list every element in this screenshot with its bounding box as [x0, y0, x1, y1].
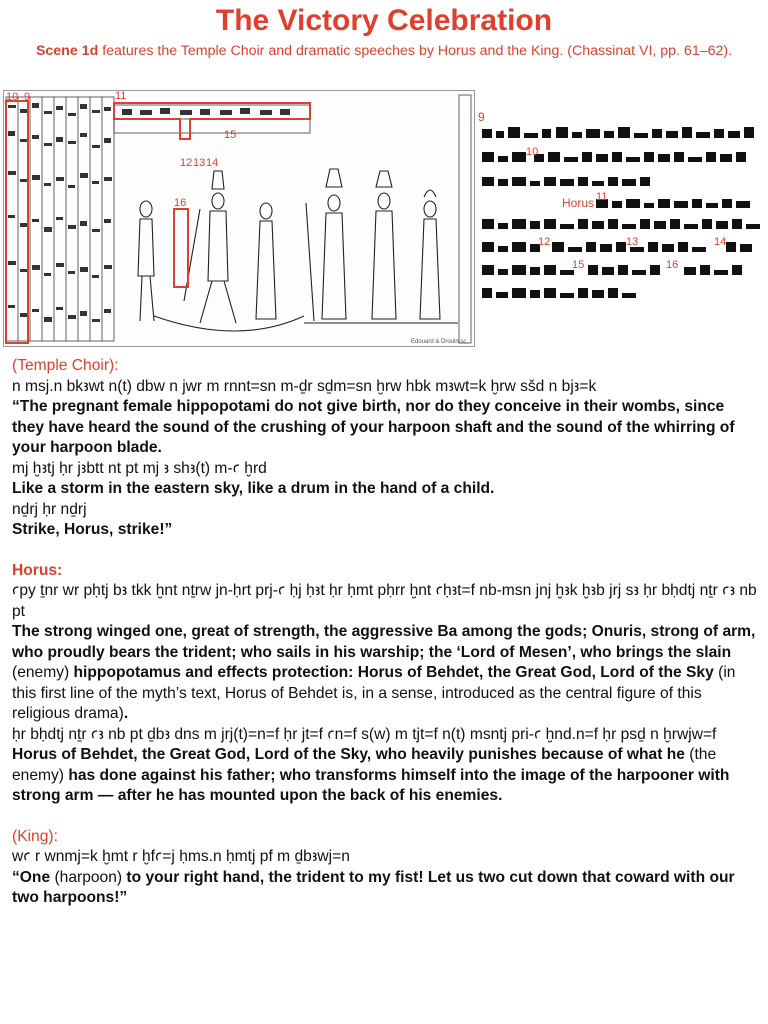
translation-segment: . [123, 705, 129, 722]
relief-label-13: 13 [193, 157, 206, 169]
speaker-king: (King): [12, 827, 58, 845]
scene-label: Scene 1d [35, 43, 99, 59]
transliteration-line: ꜥpy ṯnr wr pḥtj bꜣ tkk ḫnt nṯrw jn-ḥrt prj-ꜥ ḥj ḥꜣt ḥr ḥmt pḥrr ḫnt ꜥḥꜣt=f nb-msn jnj ḫꜣk ḫꜣb jrj sꜣ ḥr bḥdtj nṯr ꜥꜣ nb pt [12, 582, 757, 620]
translation-line: Strike, Horus, strike!” [12, 521, 173, 538]
translation-line [12, 745, 758, 807]
relief-illustration [4, 91, 474, 346]
editorial-note: (harpoon) [54, 868, 123, 886]
line-label-11: 11 [596, 191, 608, 203]
translation-segment: The strong winged one, great of strength, the aggressive Ba among the gods; Onuris, strong of arm, who proudly bears the trident; who sails in his warship; the ‘Lord of Mesen’, who brings the slain [12, 623, 756, 661]
hieroglyph-lines [476, 105, 766, 305]
relief-label-12: 12 [180, 157, 193, 169]
relief-label-14: 14 [206, 157, 219, 169]
subtitle-text: features the Temple Choir and dramatic speeches by Horus and the King. (Chassinat VI, pp. 61–62). [98, 43, 733, 59]
translation-segment: hippopotamus and effects protection: Horus of Behdet, the Great God, Lord of the Sky [69, 664, 719, 681]
line-label-9: 9 [478, 110, 485, 124]
transliteration-line: n msj.n bkꜣwt n(t) dbw n jwr m rnnt=sn m-ḏr sḏm=sn ḫrw hbk mꜣwt=k ḫrw sšd n bjꜣ=k [12, 377, 597, 395]
translation-line: Like a storm in the eastern sky, like a drum in the hand of a child. [12, 480, 495, 497]
translation-segment: to your right hand, the trident to my fist! Let us two cut down that coward with our two harpoons!” [12, 868, 735, 906]
translation-segment: has done against his father; who transforms himself into the image of the harpooner with strong arm — after he has mounted upon the back of his enemies. [12, 766, 730, 804]
page-title: The Victory Celebration [215, 4, 553, 37]
transliteration-line: mj ḫꜣtj ḥr jꜣbtt nt pt mj ꜣ shꜣ(t) m-ꜥ ḫrd [12, 459, 267, 477]
engraver-credit: Edouard & Drouin sc. [410, 339, 468, 345]
transliteration-line: ḥr bḥdtj nṯr ꜥꜣ nb pt ḏbꜣ dns m jrj(t)=n=f ḥr jt=f ꜥn=f s(w) m tjt=f n(t) msntj pri-ꜥ ḫnd.n=f ḥr psḏ n ḫrwjw=f [12, 725, 717, 743]
relief-label-11: 11 [115, 90, 127, 102]
line-label-16: 16 [666, 259, 679, 271]
translation-line [12, 622, 758, 725]
transliteration-line: nḏrj ḥr nḏrj [12, 500, 87, 518]
relief-drawing [3, 90, 475, 347]
editorial-note: (enemy) [12, 664, 70, 681]
speaker-temple-choir: (Temple Choir): [12, 357, 119, 374]
relief-label-10: 10 [6, 91, 19, 103]
translation-segment: Horus of Behdet, the Great God, Lord of the Sky, who heavily punishes because of what he [12, 746, 690, 763]
relief-label-9: 9 [24, 91, 31, 103]
line-label-15: 15 [572, 259, 585, 271]
editorial-note: (the enemy) [12, 746, 717, 784]
line-label-10: 10 [526, 146, 539, 158]
line-label-12: 12 [538, 236, 551, 248]
transliteration-line: wꜥ r wnmj=k ḫmt r ḫfꜥ=j ḥms.n ḥmtj pf m ḏbꜣwj=n [12, 848, 350, 865]
line-label-horus: Horus [562, 196, 595, 210]
line-label-14: 14 [714, 236, 727, 248]
translation-text [12, 356, 758, 909]
relief-label-15: 15 [224, 129, 237, 141]
page-subtitle [8, 42, 760, 61]
speaker-horus: Horus: [12, 561, 63, 579]
translation-line [12, 868, 758, 909]
line-label-13: 13 [626, 236, 639, 248]
translation-segment: “One [12, 868, 55, 886]
relief-label-16: 16 [174, 197, 187, 209]
editorial-note: (in this first line of the myth’s text, Horus of Behdet is, in a sense, introduced as the central figure of this religious drama) [12, 664, 736, 722]
hieroglyph-transcription [476, 105, 766, 305]
translation-line: “The pregnant female hippopotami do not give birth, nor do they conceive in their wombs, since they have heard the sound of the crushing of your harpoon shaft and the sound of the whirring of your harpoon blade. [12, 398, 735, 456]
